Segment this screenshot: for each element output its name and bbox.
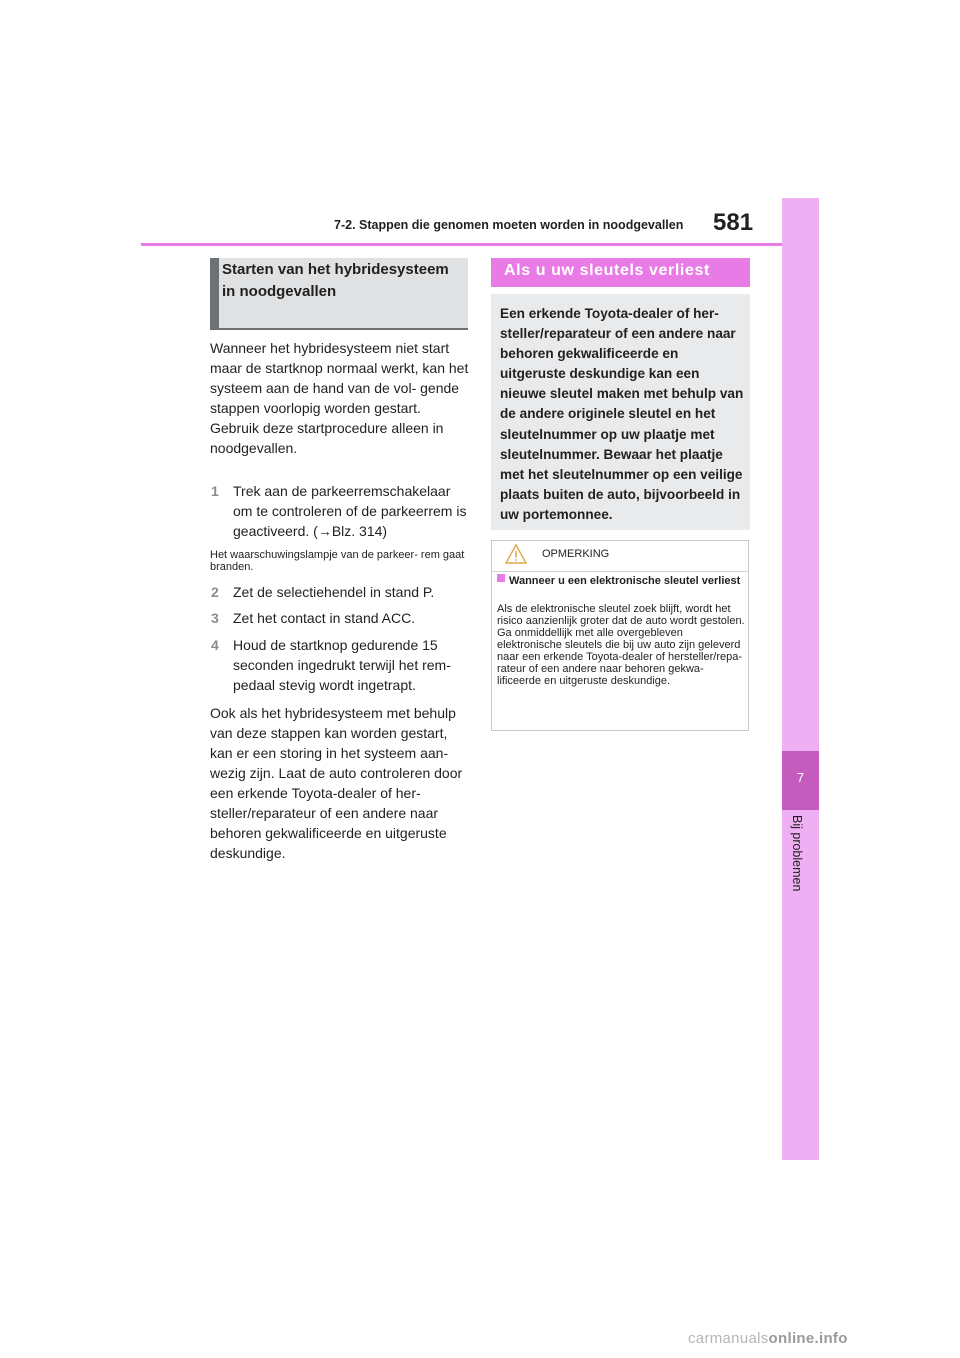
- intro-text: Wanneer het hybridesysteem niet start maar de startknop normaal werkt, kan het systeem aan de hand van de vol- gende stappen voorlopig worden gestart.: [210, 340, 469, 416]
- step-number: 3: [211, 610, 219, 626]
- page-number: 581: [713, 209, 754, 236]
- side-tab-strip: [782, 198, 819, 1160]
- intro-text-2: Gebruik deze startprocedure alleen in noodgevallen.: [210, 420, 444, 456]
- chapter-title: 7-2. Stappen die genomen moeten worden in noodgevallen: [334, 218, 684, 232]
- step-text: Zet het contact in stand ACC.: [233, 610, 416, 626]
- step-number: 2: [211, 584, 219, 600]
- info-text: Een erkende Toyota-dealer of her- steller/reparateur of een andere naar behoren gekwalificeerde en uitgeruste deskundige kan een nieuwe sleutel maken met behulp van de andere originele sleutel en het sleutelnummer op uw plaatje met sleutelnummer. Bewaar het plaatje met het sleutelnummer op een veilige plaats buiten de auto, bijvoorbeeld in uw portemonnee.: [500, 306, 744, 522]
- intro-paragraph: [210, 338, 472, 458]
- header-rule: [141, 243, 782, 246]
- watermark-logo: [688, 1330, 848, 1347]
- warning-triangle-icon: [504, 543, 528, 565]
- step-1: [211, 481, 473, 541]
- step-text: Houd de startknop gedurende 15 seconden ingedrukt terwijl het rem- pedaal stevig wordt ingetrapt.: [233, 637, 451, 693]
- section-heading: Starten van het hybridesysteem in noodgevallen: [222, 261, 449, 300]
- step-number: 4: [211, 637, 219, 653]
- bullet-square-icon: [497, 574, 505, 582]
- step-text: Zet de selectiehendel in stand P.: [233, 584, 435, 600]
- step-4: [211, 635, 473, 695]
- side-section-label[interactable]: Bij problemen: [790, 815, 804, 892]
- watermark-text-b: online.info: [768, 1330, 848, 1347]
- step-note: Het waarschuwingslampje van de parkeer- rem gaat branden.: [210, 549, 465, 573]
- step-text: Trek aan de parkeerremschakelaar om te controleren of de parkeerrem is geactiveerd. (→Blz. 314): [233, 483, 467, 539]
- closing-paragraph: Ook als het hybridesysteem met behulp van deze stappen kan worden gestart, kan er een storing in het systeem aan- wezig zijn. Laat de auto controleren door een erkende Toyota-dealer of her- steller/reparateur of een andere naar behoren gekwalificeerde en uitgeruste deskundige.: [210, 705, 463, 861]
- notice-text: Als de elektronische sleutel zoek blijft, wordt het risico aanzienlijk groter dat de auto wordt gestolen. Ga onmiddellijk met alle overgebleven elektronische sleutels die bij uw auto zijn geleverd naar een erkende Toyota-dealer of hersteller/repa- rateur of een andere naar behoren gekwa- lificeerde en uitgeruste deskundige.: [497, 603, 745, 687]
- notice-label: OPMERKING: [542, 548, 610, 560]
- section-heading: Als u uw sleutels verliest: [504, 262, 710, 279]
- step-3: [211, 608, 473, 628]
- notice-divider: [491, 571, 749, 572]
- side-chapter-number: 7: [796, 770, 805, 785]
- step-number: 1: [211, 483, 219, 499]
- step-2: [211, 582, 473, 602]
- notice-subtitle: Wanneer u een elektronische sleutel verliest: [509, 575, 741, 587]
- watermark-text-a: carmanuals: [688, 1330, 769, 1347]
